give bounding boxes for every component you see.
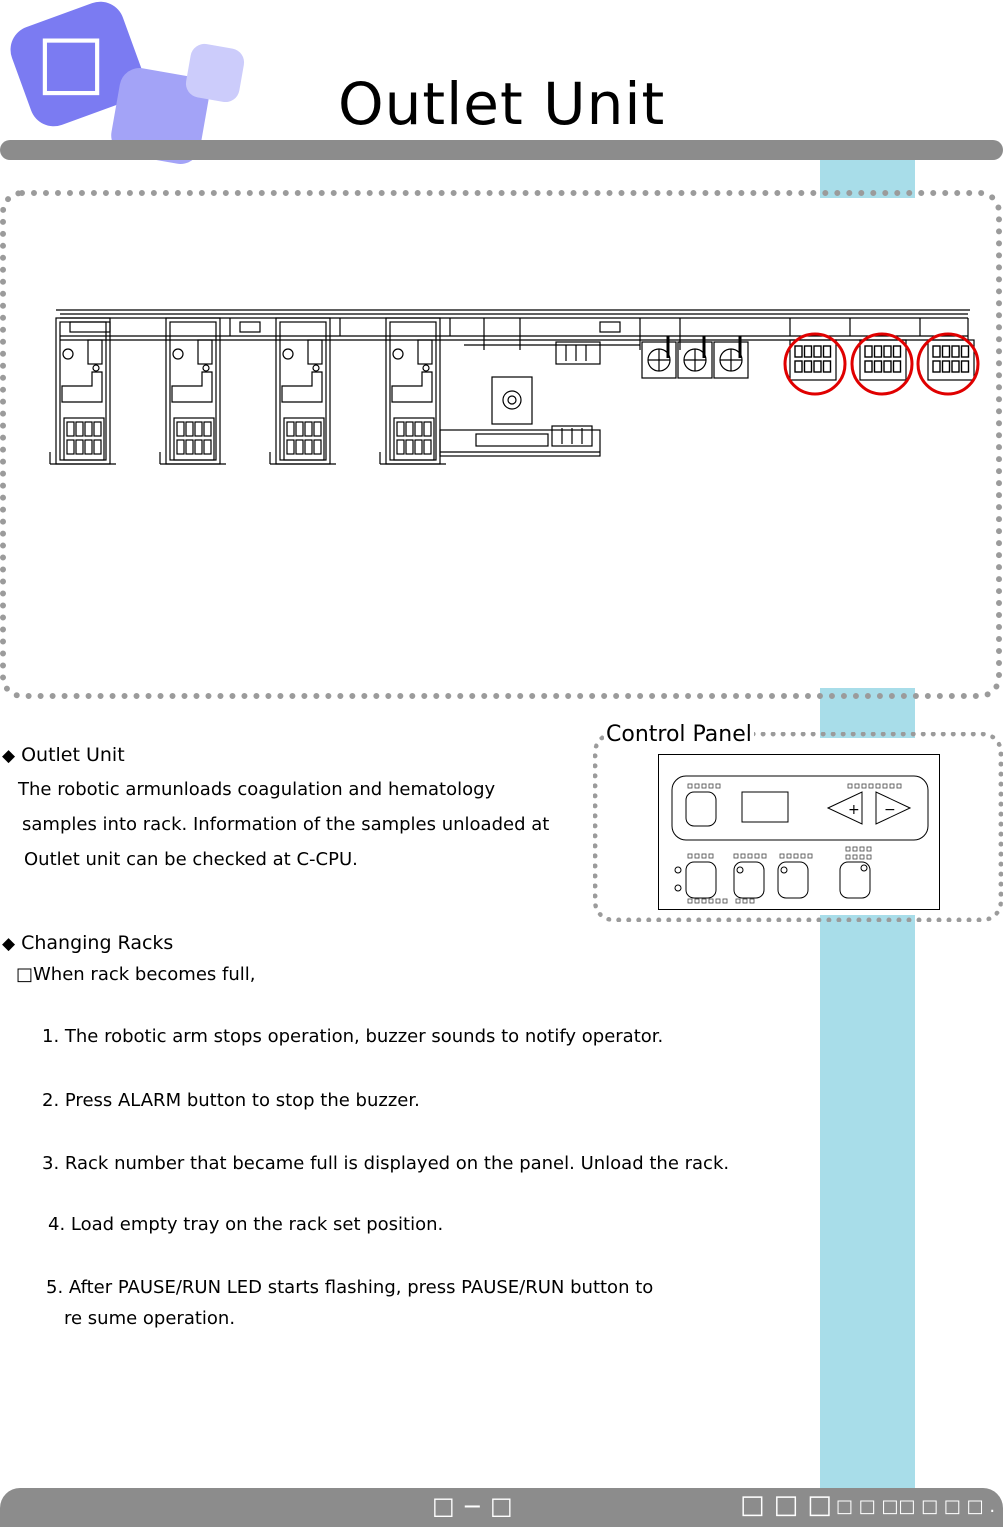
panel-label-glyph (688, 854, 692, 858)
rack-cell (795, 361, 802, 372)
footer-brand: □ □ □ (740, 1490, 832, 1520)
panel-label-glyph (867, 847, 871, 851)
panel-label-glyph (853, 855, 857, 859)
outlet-line-3: Outlet unit can be checked at C-CPU. (24, 849, 358, 870)
rack-cell (943, 346, 950, 357)
step-1: 1. The robotic arm stops operation, buzzer sounds to notify operator. (42, 1026, 664, 1047)
panel-label-glyph (801, 854, 805, 858)
rack-cell (884, 361, 891, 372)
panel-label-glyph (808, 854, 812, 858)
panel-label-glyph (702, 899, 706, 903)
rack-cell (795, 346, 802, 357)
panel-label-glyph (743, 899, 747, 903)
rack-cell (894, 361, 901, 372)
rack-cell (933, 346, 940, 357)
rack-cell (865, 346, 872, 357)
panel-label-glyph (883, 784, 887, 788)
changing-heading-text: Changing Racks (21, 932, 174, 954)
panel-label-glyph (846, 847, 850, 851)
panel-label-glyph (755, 854, 759, 858)
panel-label-glyph (867, 855, 871, 859)
outlet-heading-text: Outlet Unit (21, 744, 125, 766)
header-bar (0, 140, 1003, 160)
page-title: Outlet Unit (338, 70, 666, 138)
panel-label-glyph (897, 784, 901, 788)
panel-label-glyph (848, 784, 852, 788)
changing-intro: □When rack becomes full, (16, 964, 256, 985)
rack-cell (824, 346, 831, 357)
panel-label-glyph (736, 899, 740, 903)
changing-heading (2, 932, 173, 954)
panel-label-glyph (695, 784, 699, 788)
rack-cell (824, 361, 831, 372)
rack-cell (865, 361, 872, 372)
rack-cell (884, 346, 891, 357)
panel-label-glyph (741, 854, 745, 858)
rack-cell (875, 346, 882, 357)
panel-label-glyph (860, 855, 864, 859)
rack-cell (894, 346, 901, 357)
rack-cell (875, 361, 882, 372)
bullet-icon: ◆ (2, 934, 16, 954)
panel-label-glyph (723, 899, 727, 903)
rack-cell (943, 361, 950, 372)
outlet-unit-diagram (0, 190, 1003, 490)
panel-label-glyph (709, 784, 713, 788)
logo-glyph: □ (36, 18, 106, 104)
panel-label-glyph (748, 854, 752, 858)
step-5: 5. After PAUSE/RUN LED starts flashing, press PAUSE/RUN button to (46, 1277, 654, 1298)
footer-trail: □ □ □□ □ □ □ . (836, 1496, 996, 1517)
panel-label-glyph (862, 784, 866, 788)
outlet-line-1: The robotic armunloads coagulation and hematology (18, 779, 496, 800)
panel-label-glyph (869, 784, 873, 788)
panel-label-glyph (750, 899, 754, 903)
panel-label-glyph (855, 784, 859, 788)
panel-label-glyph (702, 784, 706, 788)
rack-cell (814, 346, 821, 357)
panel-label-glyph (734, 854, 738, 858)
step-3: 3. Rack number that became full is displayed on the panel. Unload the rack. (42, 1153, 730, 1174)
panel-label-glyph (688, 784, 692, 788)
panel-label-glyph (695, 854, 699, 858)
panel-label-glyph (794, 854, 798, 858)
rack-cell (952, 361, 959, 372)
panel-label-glyph (709, 899, 713, 903)
panel-label-glyph (688, 899, 692, 903)
minus-label: − (884, 802, 896, 818)
plus-label: + (848, 802, 860, 818)
outlet-heading (2, 744, 125, 766)
panel-label-glyph (702, 854, 706, 858)
outlet-description (18, 772, 549, 877)
rack-cell (805, 346, 812, 357)
control-panel-label: Control Panel (606, 722, 752, 747)
rack-cell (933, 361, 940, 372)
panel-label-glyph (709, 854, 713, 858)
panel-label-glyph (860, 847, 864, 851)
rack-cell (814, 361, 821, 372)
panel-label-glyph (876, 784, 880, 788)
outlet-line-2: samples into rack. Information of the samples unloaded at (22, 814, 550, 835)
step-4: 4. Load empty tray on the rack set position. (48, 1214, 444, 1235)
page-number: □ − □ (432, 1492, 513, 1520)
rack-cell (962, 346, 969, 357)
bullet-icon: ◆ (2, 746, 16, 766)
side-stripe-bottom (820, 915, 915, 1488)
panel-label-glyph (846, 855, 850, 859)
panel-label-glyph (716, 784, 720, 788)
rack-cell (962, 361, 969, 372)
panel-label-glyph (780, 854, 784, 858)
panel-label-glyph (853, 847, 857, 851)
panel-label-glyph (787, 854, 791, 858)
panel-label-glyph (695, 899, 699, 903)
rack-cell (805, 361, 812, 372)
step-5-cont: re sume operation. (64, 1308, 236, 1329)
step-2: 2. Press ALARM button to stop the buzzer. (42, 1090, 420, 1111)
panel-label-glyph (890, 784, 894, 788)
panel-label-glyph (762, 854, 766, 858)
control-panel (658, 754, 940, 910)
rack-cell (952, 346, 959, 357)
panel-label-glyph (716, 899, 720, 903)
